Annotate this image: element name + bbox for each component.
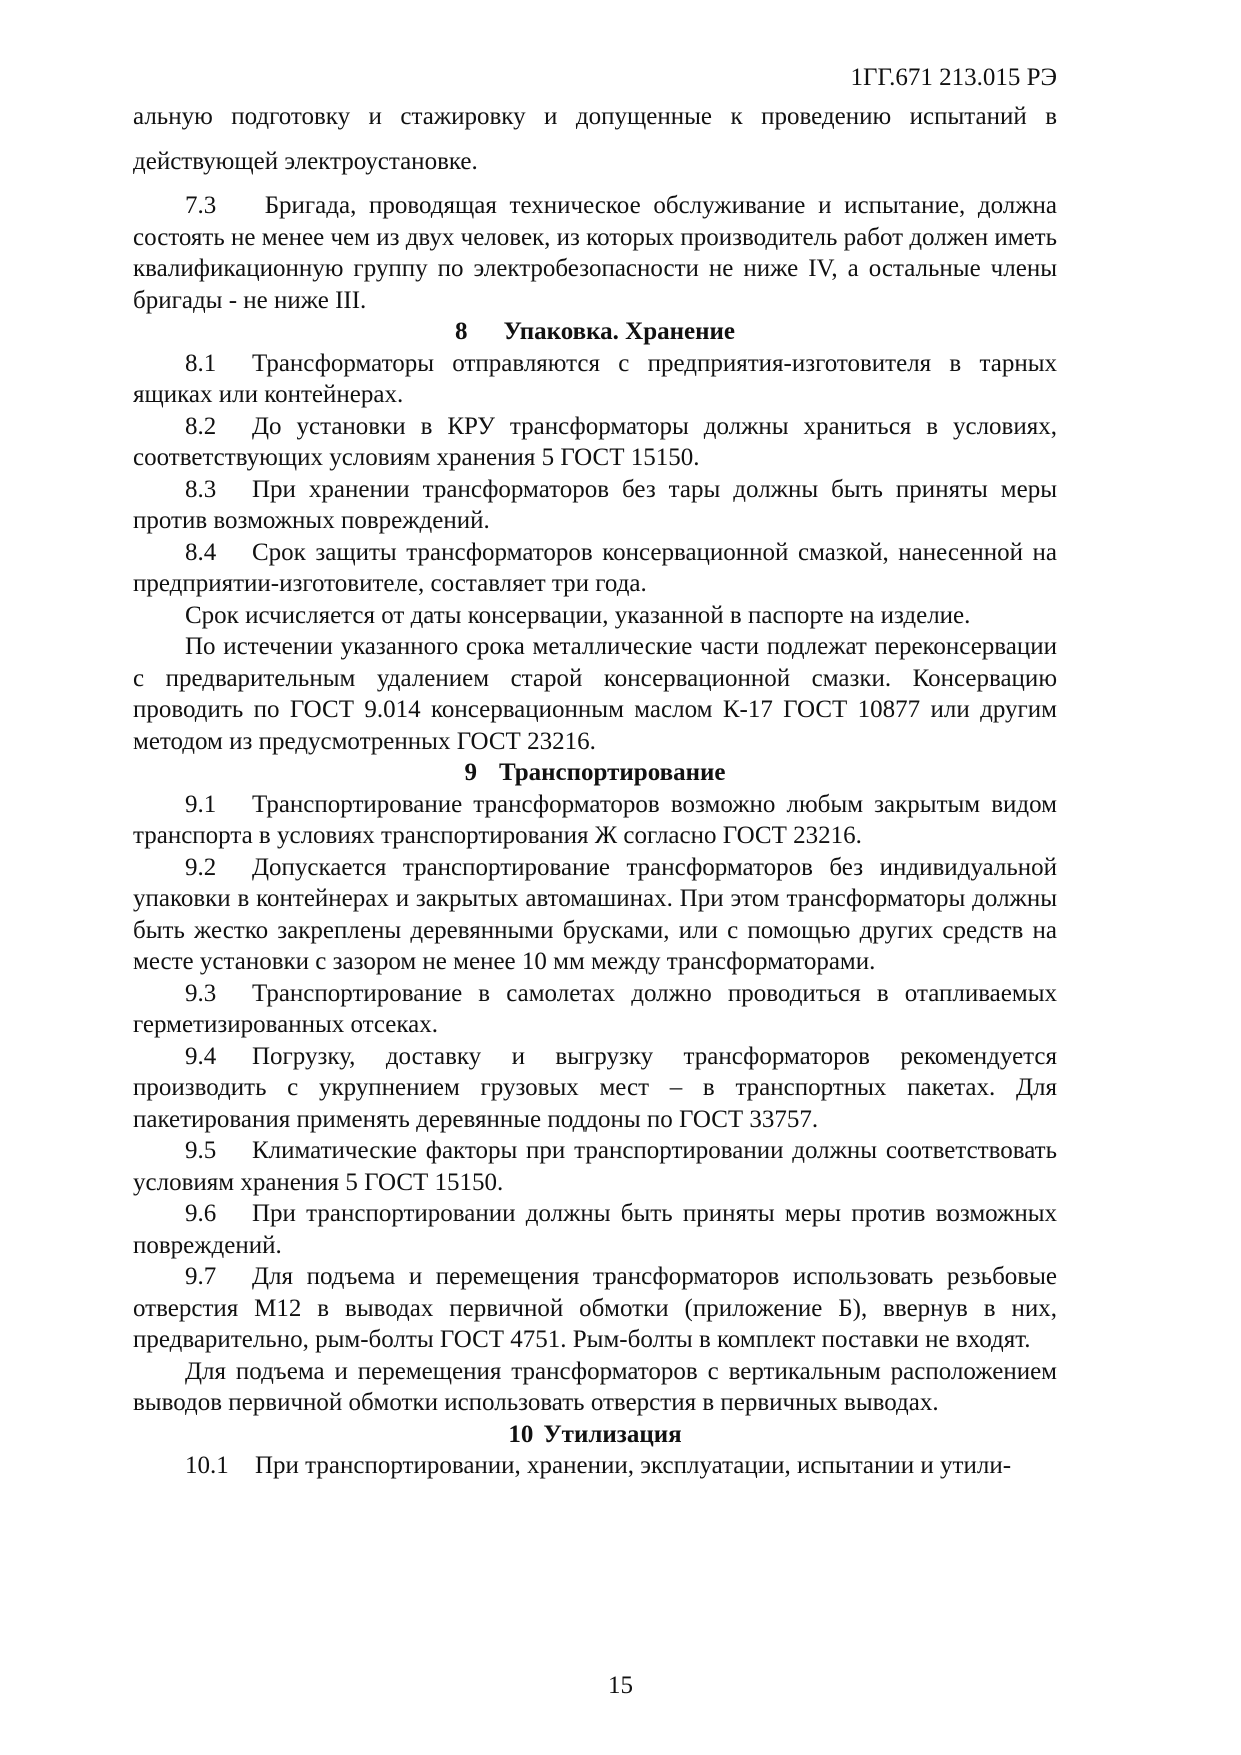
- clause-text: Для подъема и перемещения трансформаторов использовать резьбовые отверстия М12 в выводах первичной обмотки (приложение Б), ввернув в них, предварительно, рым-болты ГОСТ 4751. Рым-болты в комплект поставки не входят.: [133, 1263, 1057, 1353]
- clause-number: 9.1: [185, 790, 217, 818]
- clause-number: 9.2: [185, 853, 217, 881]
- clause-text: До установки в КРУ трансформаторы должны храниться в условиях, соответствующих условиям хранения 5 ГОСТ 15150.: [133, 412, 1057, 471]
- clause-number: 7.3: [185, 192, 217, 219]
- paragraph-8-note-1: Срок исчисляется от даты консервации, указанной в паспорте на изделие.: [185, 601, 971, 629]
- clause-number: 8.4: [185, 538, 217, 566]
- clause-number: 8.3: [185, 475, 217, 503]
- paragraph-9-3: [133, 978, 1057, 1041]
- paragraph-8-4: [133, 537, 1057, 600]
- clause-text: Срок защиты трансформаторов консервационной смазкой, нанесенной на предприятии-изготовителе, составляет три года.: [133, 538, 1057, 597]
- section-title: Упаковка. Хранение: [503, 318, 736, 345]
- paragraph-9-4: [133, 1041, 1057, 1136]
- page-number: 15: [608, 1672, 633, 1699]
- clause-number: 9.5: [185, 1137, 217, 1164]
- paragraph-9-7: [133, 1261, 1057, 1356]
- clause-text: Транспортирование трансформаторов возможно любым закрытым видом транспорта в условиях транспортирования Ж согласно ГОСТ 23216.: [133, 790, 1057, 849]
- clause-text: При транспортировании должны быть приняты меры против возможных повреждений.: [133, 1200, 1057, 1259]
- paragraph-continuation: альную подготовку и стажировку и допущенные к проведению испытаний в действующей электроустановке.: [133, 103, 1057, 175]
- clause-text: Бригада, проводящая техническое обслуживание и испытание, должна состоять не менее чем из двух человек, из которых производитель работ должен иметь квалификационную группу по электробезопасности не ниже IV, а остальные члены бригады - не ниже III.: [133, 192, 1057, 314]
- paragraph-8-2: [133, 411, 1057, 474]
- clause-number: 9.6: [185, 1200, 217, 1227]
- clause-number: 9.7: [185, 1263, 217, 1290]
- paragraph-9-5: [133, 1135, 1057, 1198]
- section-number: 9: [464, 759, 477, 786]
- section-title: Транспортирование: [499, 759, 726, 786]
- document-page: [133, 62, 1057, 1482]
- paragraph-9-1: [133, 789, 1057, 852]
- document-code: 1ГГ.671 213.015 РЭ: [850, 64, 1057, 91]
- paragraph-10-1: [133, 1450, 1057, 1482]
- clause-number: 10.1: [185, 1452, 229, 1479]
- section-number: 10: [508, 1420, 534, 1448]
- section-title: Утилизация: [543, 1420, 682, 1448]
- section-heading-10: [133, 1419, 1057, 1451]
- clause-text: При транспортировании, хранении, эксплуатации, испытании и утили-: [255, 1452, 1012, 1479]
- paragraph-7-3: [133, 190, 1057, 316]
- clause-text: Трансформаторы отправляются с предприятия-изготовителя в тарных ящиках или контейнерах.: [133, 349, 1057, 408]
- clause-number: 9.3: [185, 979, 217, 1007]
- paragraph-8-1: [133, 348, 1057, 411]
- section-heading-9: [133, 757, 1057, 789]
- clause-number: 9.4: [185, 1042, 217, 1070]
- section-heading-8: [133, 316, 1057, 348]
- paragraph-9-6: [133, 1198, 1057, 1261]
- clause-text: Погрузку, доставку и выгрузку трансформаторов рекомендуется производить с укрупнением грузовых мест – в транспортных пакетах. Для пакетирования применять деревянные поддоны по ГОСТ 33757.: [133, 1042, 1057, 1133]
- paragraph-8-note-2: По истечении указанного срока металлические части подлежат переконсервации с предварительным удалением старой консервационной смазки. Консервацию проводить по ГОСТ 9.014 консервационным маслом К-17 ГОСТ 10877 или другим методом из предусмотренных ГОСТ 23216.: [133, 633, 1057, 755]
- clause-text: Транспортирование в самолетах должно проводиться в отапливаемых герметизированных отсеках.: [133, 979, 1057, 1038]
- section-number: 8: [454, 318, 468, 345]
- clause-number: 8.1: [185, 349, 217, 377]
- paragraph-9-2: [133, 852, 1057, 978]
- paragraph-8-3: [133, 474, 1057, 537]
- clause-text: Климатические факторы при транспортировании должны соответствовать условиям хранения 5 ГОСТ 15150.: [133, 1137, 1057, 1196]
- clause-text: Допускается транспортирование трансформаторов без индивидуальной упаковки в контейнерах и закрытых автомашинах. При этом трансформаторы должны быть жестко закреплены деревянными брусками, или с помощью других средств на месте установки с зазором не менее 10 мм между трансформаторами.: [133, 853, 1057, 975]
- clause-text: При хранении трансформаторов без тары должны быть приняты меры против возможных повреждений.: [133, 475, 1057, 534]
- clause-number: 8.2: [185, 412, 217, 440]
- paragraph-9-note: Для подъема и перемещения трансформаторов с вертикальным расположением выводов первичной обмотки использовать отверстия в первичных выводах.: [133, 1357, 1057, 1416]
